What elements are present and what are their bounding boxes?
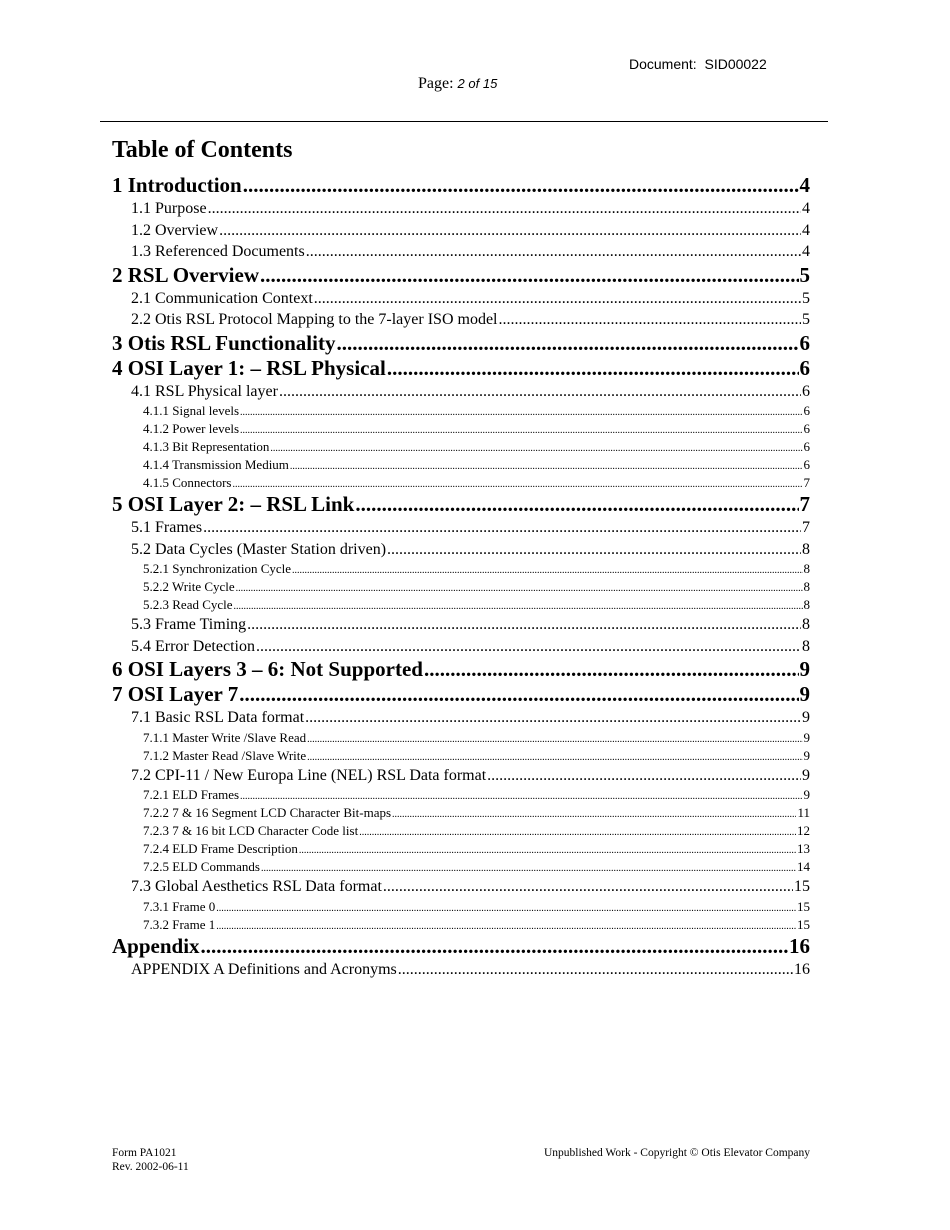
toc-dot-leader bbox=[234, 598, 803, 614]
toc-entry-title: 4.1.1 Signal levels bbox=[143, 403, 240, 418]
toc-entry-title: Appendix bbox=[112, 933, 200, 958]
toc-entry-page: 11 bbox=[797, 805, 810, 820]
toc-entry-page: 6 bbox=[803, 403, 810, 418]
toc-dot-leader bbox=[290, 458, 803, 474]
toc-dot-leader bbox=[260, 263, 799, 288]
toc-entry-title: APPENDIX A Definitions and Acronyms bbox=[131, 960, 397, 978]
toc-entry-title: 7.2 CPI-11 / New Europa Line (NEL) RSL Data format bbox=[131, 766, 487, 784]
toc-dot-leader bbox=[383, 876, 793, 898]
toc-entry-page: 9 bbox=[799, 682, 810, 706]
toc-entry-title: 5.2.1 Synchronization Cycle bbox=[143, 561, 292, 576]
toc-entry-page: 6 bbox=[802, 382, 810, 400]
toc-entry-title: 4.1 RSL Physical layer bbox=[131, 382, 278, 400]
toc-entry-page: 8 bbox=[802, 637, 810, 655]
toc-entry-page: 8 bbox=[803, 579, 810, 594]
toc-entry-title: 7.1.1 Master Write /Slave Read bbox=[143, 729, 307, 745]
toc-entry[interactable] bbox=[112, 934, 810, 959]
toc-dot-leader bbox=[240, 404, 802, 420]
toc-entry[interactable] bbox=[112, 173, 810, 198]
toc-list bbox=[112, 173, 810, 980]
toc-dot-leader bbox=[359, 824, 796, 840]
toc-entry-page: 9 bbox=[802, 709, 810, 726]
toc-entry[interactable] bbox=[112, 707, 810, 729]
toc-entry[interactable] bbox=[112, 822, 810, 840]
toc-entry-title: 2.2 Otis RSL Protocol Mapping to the 7-layer ISO model bbox=[131, 311, 498, 328]
toc-dot-leader bbox=[306, 241, 801, 263]
toc-entry-title: 4.1.2 Power levels bbox=[143, 421, 240, 436]
toc-entry[interactable] bbox=[112, 517, 810, 539]
toc-entry-title: 6 OSI Layers 3 – 6: Not Supported bbox=[112, 657, 423, 681]
toc-dot-leader bbox=[208, 198, 801, 220]
toc-dot-leader bbox=[314, 288, 801, 310]
toc-entry[interactable] bbox=[112, 636, 810, 658]
toc-entry-page: 15 bbox=[797, 898, 810, 914]
toc-entry-title: 3 Otis RSL Functionality bbox=[112, 330, 336, 355]
toc-entry[interactable] bbox=[112, 916, 810, 934]
toc-entry-page: 9 bbox=[802, 766, 810, 784]
toc-entry-title: 1.3 Referenced Documents bbox=[131, 243, 305, 260]
toc-dot-leader bbox=[256, 636, 801, 658]
toc-dot-leader bbox=[355, 492, 798, 517]
page-indicator bbox=[418, 75, 497, 93]
toc-dot-leader bbox=[201, 934, 788, 959]
page-label: Page: bbox=[418, 75, 458, 92]
toc-dot-leader bbox=[232, 476, 802, 492]
toc-entry-page: 9 bbox=[803, 787, 810, 802]
toc-dot-leader bbox=[219, 220, 801, 242]
toc-entry[interactable] bbox=[112, 682, 810, 707]
toc-entry-page: 7 bbox=[803, 475, 810, 490]
toc-entry-page: 7 bbox=[802, 519, 810, 536]
toc-entry-page: 5 bbox=[802, 311, 810, 328]
toc-entry-title: 5.1 Frames bbox=[131, 519, 203, 536]
toc-entry[interactable] bbox=[112, 539, 810, 561]
toc-dot-leader bbox=[305, 707, 801, 729]
toc-entry[interactable] bbox=[112, 840, 810, 858]
toc-dot-leader bbox=[236, 580, 803, 596]
toc-entry-title: 7.3.1 Frame 0 bbox=[143, 898, 216, 914]
toc-entry[interactable] bbox=[112, 578, 810, 596]
toc-entry-page: 6 bbox=[799, 330, 810, 355]
toc-dot-leader bbox=[387, 356, 799, 381]
toc-entry-title: 1.1 Purpose bbox=[131, 200, 207, 217]
toc-entry[interactable] bbox=[112, 492, 810, 517]
toc-entry[interactable] bbox=[112, 309, 810, 331]
toc-entry-page: 6 bbox=[803, 457, 810, 472]
document-number: Document: SID00022 bbox=[629, 56, 767, 72]
toc-entry[interactable] bbox=[112, 474, 810, 492]
toc-entry[interactable] bbox=[112, 959, 810, 981]
toc-dot-leader bbox=[216, 918, 796, 934]
toc-dot-leader bbox=[487, 765, 801, 787]
toc-entry-page: 6 bbox=[799, 355, 810, 380]
toc-entry-page: 14 bbox=[797, 859, 810, 874]
toc-dot-leader bbox=[216, 900, 796, 916]
toc-entry[interactable] bbox=[112, 420, 810, 438]
toc-entry[interactable] bbox=[112, 288, 810, 310]
toc-entry-title: 7.2.5 ELD Commands bbox=[143, 859, 260, 874]
form-number: Form PA1021 bbox=[112, 1147, 177, 1159]
toc-entry[interactable] bbox=[112, 438, 810, 456]
toc-entry[interactable] bbox=[112, 402, 810, 420]
footer-copyright: Unpublished Work - Copyright © Otis Elevator Company bbox=[543, 1147, 810, 1159]
toc-entry-page: 4 bbox=[802, 200, 810, 217]
toc-dot-leader bbox=[240, 422, 802, 438]
toc-entry-title: 1 Introduction bbox=[112, 173, 242, 197]
toc-entry-title: 4.1.4 Transmission Medium bbox=[143, 457, 289, 472]
toc-dot-leader bbox=[307, 749, 802, 765]
toc-entry[interactable] bbox=[112, 356, 810, 381]
form-revision: Rev. 2002-06-11 bbox=[112, 1161, 189, 1173]
toc-dot-leader bbox=[203, 517, 801, 539]
header-rule bbox=[100, 121, 828, 122]
toc-entry[interactable] bbox=[112, 876, 810, 898]
toc-entry[interactable] bbox=[112, 898, 810, 916]
toc-dot-leader bbox=[270, 440, 802, 456]
toc-entry[interactable] bbox=[112, 220, 810, 242]
toc-entry-page: 9 bbox=[799, 657, 810, 681]
toc-entry[interactable] bbox=[112, 456, 810, 474]
toc-entry-page: 6 bbox=[803, 439, 810, 454]
toc-entry[interactable] bbox=[112, 241, 810, 263]
toc-entry-title: 7.3 Global Aesthetics RSL Data format bbox=[131, 878, 382, 895]
toc-entry-page: 4 bbox=[802, 221, 810, 239]
toc-entry-title: 4 OSI Layer 1: – RSL Physical bbox=[112, 355, 386, 380]
toc-entry[interactable] bbox=[112, 804, 810, 822]
toc-title: Table of Contents bbox=[112, 137, 293, 163]
toc-dot-leader bbox=[292, 562, 802, 578]
toc-entry-title: 7.2.2 7 & 16 Segment LCD Character Bit-maps bbox=[143, 805, 392, 820]
toc-entry-page: 12 bbox=[797, 823, 810, 838]
toc-entry[interactable] bbox=[112, 729, 810, 747]
toc-entry[interactable] bbox=[112, 786, 810, 804]
toc-entry-title: 4.1.5 Connectors bbox=[143, 475, 232, 490]
toc-entry-title: 7.3.2 Frame 1 bbox=[143, 916, 216, 932]
toc-entry[interactable] bbox=[112, 657, 810, 682]
toc-entry-page: 16 bbox=[794, 960, 810, 978]
toc-entry[interactable] bbox=[112, 381, 810, 403]
toc-entry-title: 7.2.3 7 & 16 bit LCD Character Code list bbox=[143, 823, 359, 838]
toc-entry[interactable] bbox=[112, 263, 810, 288]
toc-entry-page: 15 bbox=[797, 916, 810, 932]
page-number: 2 of 15 bbox=[457, 76, 498, 91]
toc-entry-page: 7 bbox=[799, 492, 810, 516]
toc-entry-title: 7.1.2 Master Read /Slave Write bbox=[143, 747, 307, 763]
toc-entry[interactable] bbox=[112, 765, 810, 787]
toc-entry-title: 4.1.3 Bit Representation bbox=[143, 439, 270, 454]
toc-dot-leader bbox=[240, 788, 802, 804]
toc-entry-title: 5.2 Data Cycles (Master Station driven) bbox=[131, 540, 387, 558]
toc-entry[interactable] bbox=[112, 747, 810, 765]
toc-entry[interactable] bbox=[112, 858, 810, 876]
toc-entry-page: 6 bbox=[803, 421, 810, 436]
toc-entry-title: 5.2.3 Read Cycle bbox=[143, 597, 233, 612]
toc-entry-title: 2 RSL Overview bbox=[112, 262, 259, 287]
toc-entry-title: 5.2.2 Write Cycle bbox=[143, 579, 235, 594]
toc-dot-leader bbox=[498, 309, 801, 331]
toc-dot-leader bbox=[247, 614, 801, 636]
toc-entry-title: 1.2 Overview bbox=[131, 221, 219, 239]
toc-entry-page: 8 bbox=[802, 616, 810, 633]
toc-entry-title: 5.3 Frame Timing bbox=[131, 616, 247, 633]
toc-entry-title: 7.1 Basic RSL Data format bbox=[131, 709, 305, 726]
toc-entry[interactable] bbox=[112, 596, 810, 614]
toc-entry-title: 5.4 Error Detection bbox=[131, 637, 255, 655]
toc-dot-leader bbox=[424, 657, 799, 682]
toc-entry[interactable] bbox=[112, 614, 810, 636]
toc-entry-page: 5 bbox=[802, 289, 810, 307]
toc-entry-page: 16 bbox=[789, 933, 810, 958]
toc-entry-page: 4 bbox=[799, 173, 810, 197]
toc-entry-page: 9 bbox=[803, 747, 810, 763]
toc-dot-leader bbox=[261, 860, 796, 876]
toc-dot-leader bbox=[387, 539, 801, 561]
footer-form bbox=[112, 1146, 189, 1174]
toc-entry[interactable] bbox=[112, 331, 810, 356]
toc-entry-page: 5 bbox=[799, 262, 810, 287]
toc-entry-page: 8 bbox=[803, 561, 810, 576]
toc-dot-leader bbox=[392, 806, 796, 822]
toc-dot-leader bbox=[239, 682, 798, 707]
toc-entry-page: 8 bbox=[803, 597, 810, 612]
toc-entry-page: 9 bbox=[803, 729, 810, 745]
toc-dot-leader bbox=[398, 959, 793, 981]
toc-entry-page: 4 bbox=[802, 243, 810, 260]
toc-entry-page: 8 bbox=[802, 540, 810, 558]
toc-entry-title: 2.1 Communication Context bbox=[131, 289, 313, 307]
toc-dot-leader bbox=[243, 173, 799, 198]
toc-dot-leader bbox=[299, 842, 796, 858]
toc-entry-page: 13 bbox=[797, 841, 810, 856]
toc-dot-leader bbox=[336, 331, 798, 356]
toc-entry[interactable] bbox=[112, 198, 810, 220]
toc-dot-leader bbox=[279, 381, 801, 403]
toc-entry-title: 7.2.4 ELD Frame Description bbox=[143, 841, 298, 856]
toc-entry-title: 7.2.1 ELD Frames bbox=[143, 787, 240, 802]
toc-dot-leader bbox=[307, 731, 802, 747]
toc-entry-title: 7 OSI Layer 7 bbox=[112, 682, 239, 706]
toc-entry-page: 15 bbox=[794, 878, 810, 895]
toc-entry-title: 5 OSI Layer 2: – RSL Link bbox=[112, 492, 355, 516]
toc-entry[interactable] bbox=[112, 560, 810, 578]
